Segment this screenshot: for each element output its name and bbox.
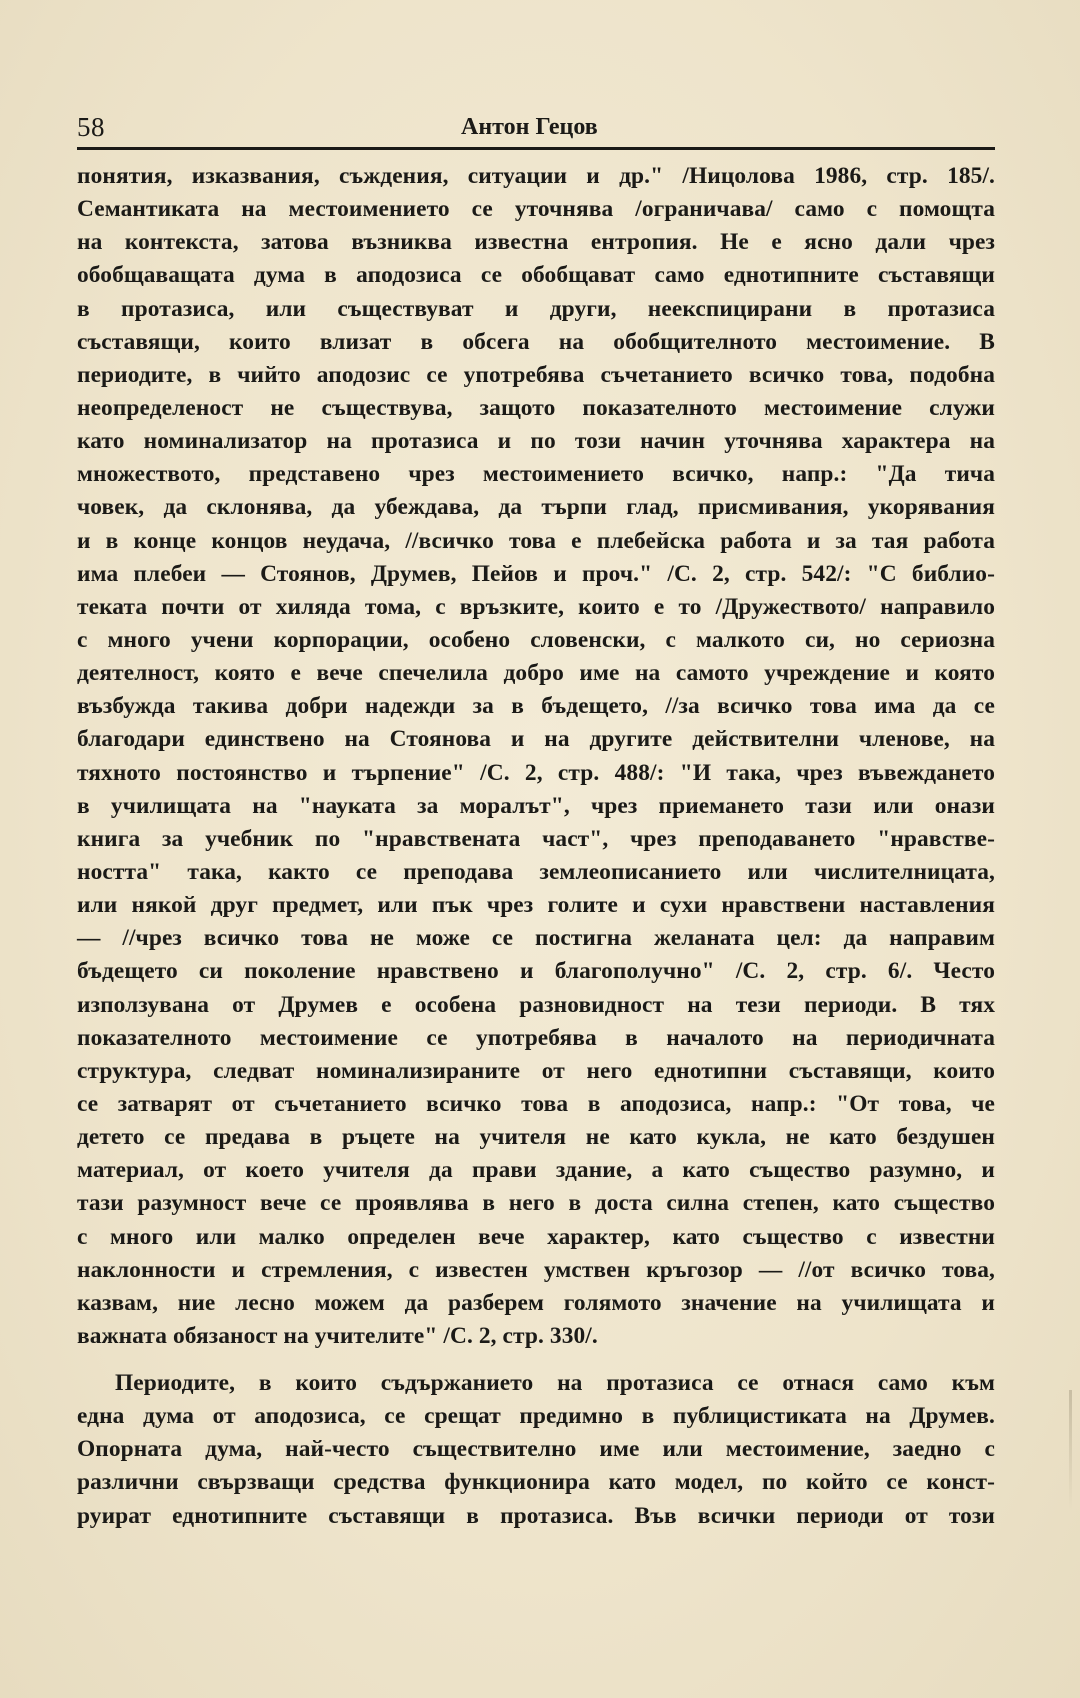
text-line: една дума от аподозиса, се срещат предимно в публицистиката на Друмев. — [77, 1403, 995, 1430]
header-rule — [77, 147, 995, 150]
text-line: с много или малко определен вече характер, като същество с известни — [77, 1223, 995, 1250]
text-line: съставящи, които влизат в обсега на обобщителното местоимение. В — [77, 328, 995, 355]
page-number: 58 — [77, 112, 105, 142]
text-line: използувана от Друмев е особена разновидност на тези периоди. В тях — [77, 991, 995, 1018]
text-line: наклонности и стремления, с известен умствен кръгозор — //от всичко това, — [77, 1256, 995, 1283]
text-line: тази разумност вече се проявлява в него в доста силна степен, като същество — [77, 1190, 995, 1217]
text-line: структура, следват номинализираните от него еднотипни съставящи, които — [77, 1057, 995, 1084]
text-line: или някой друг предмет, или пък чрез голите и сухи нравствени наставления — [77, 892, 995, 919]
text-line: казвам, ние лесно можем да разберем голямото значение на училищата и — [77, 1289, 995, 1316]
text-line: показателното местоимение се употребява в началото на периодичната — [77, 1024, 995, 1051]
text-line: теката почти от хиляда тома, с връзките, които е то /Дружеството/ направило — [77, 593, 995, 620]
text-line: руират еднотипните съставящи в протазиса. Във всички периоди от този — [77, 1502, 995, 1529]
text-line: като номинализатор на протазиса и по този начин уточнява характера на — [77, 428, 995, 455]
paragraph-2 — [77, 1367, 995, 1533]
running-title: Антон Гецов — [461, 114, 598, 140]
text-line: възбужда такива добри надежди за в бъдещето, //за всичко това има да се — [77, 693, 995, 720]
text-line: понятия, изказвания, съждения, ситуации и др." /Ницолова 1986, стр. 185/. — [77, 163, 995, 189]
text-line: бъдещето си поколение нравствено и благополучно" /С. 2, стр. 6/. Често — [77, 958, 995, 985]
text-line: в училищата на "науката за моралът", чрез приемането тази или онази — [77, 792, 995, 819]
text-line: Семантиката на местоимението се уточнява /ограничава/ само с помощта — [77, 196, 995, 223]
paragraph-gap — [77, 1353, 995, 1367]
text-line: Периодите, в които съдържанието на протазиса се отнася само към — [115, 1370, 995, 1397]
text-line: благодари единствено на Стоянова и на другите действителни членове, на — [77, 726, 995, 753]
text-line: материал, от което учителя да прави здание, а като същество разумно, и — [77, 1157, 995, 1184]
text-line: ността" така, както се преподава землеописанието или числителницата, — [77, 858, 995, 885]
text-line: важната обязаност на учителите" /С. 2, стр. 330/. — [77, 1322, 598, 1349]
paragraph-1 — [77, 160, 995, 1353]
text-line: неопределеност не съществува, защото показателното местоимение служи — [77, 394, 995, 421]
text-line: в протазиса, или съществуват и други, неекспицирани в протазиса — [77, 295, 995, 322]
text-line: и в конце концов неудача, //всичко това е плебейска работа и за тая работа — [77, 527, 995, 554]
text-line: човек, да склонява, да убеждава, да търпи глад, присмивания, укорявания — [77, 494, 995, 521]
text-line: деятелност, която е вече спечелила добро име на самото учреждение и която — [77, 660, 995, 687]
text-line: се затварят от съчетанието всичко това в аподозиса, напр.: "От това, че — [77, 1090, 995, 1117]
text-line: има плебеи — Стоянов, Друмев, Пейов и проч." /С. 2, стр. 542/: "С библио- — [77, 560, 995, 587]
text-line: различни свързващи средства функционира като модел, по който се конст- — [77, 1469, 995, 1496]
text-line: с много учени корпорации, особено словенски, с малкото си, но сериозна — [77, 626, 995, 653]
text-line: множеството, представено чрез местоимението всичко, напр.: "Да тича — [77, 461, 995, 488]
text-line: обобщаващата дума в аподозиса се обобщават само еднотипните съставящи — [77, 262, 995, 289]
text-line: книга за учебник по "нравствената част", чрез преподаването "нравстве- — [77, 825, 995, 852]
page-header — [77, 112, 995, 146]
text-line: тяхното постоянство и търпение" /С. 2, стр. 488/: "И така, чрез въвеждането — [77, 759, 995, 786]
text-line: Опорната дума, най-често съществително име или местоимение, заедно с — [77, 1436, 995, 1463]
text-line: — //чрез всичко това не може се постигна желаната цел: да направим — [77, 925, 995, 952]
paper-scratch-mark — [1069, 1390, 1072, 1510]
text-line: на контекста, затова възниква известна ентропия. Не е ясно дали чрез — [77, 229, 995, 256]
text-line: детето се предава в ръцете на учителя не като кукла, не като бездушен — [77, 1124, 995, 1151]
body-text — [77, 160, 995, 1533]
text-line: периодите, в чийто аподозис се употребява съчетанието всичко това, подобна — [77, 361, 995, 388]
